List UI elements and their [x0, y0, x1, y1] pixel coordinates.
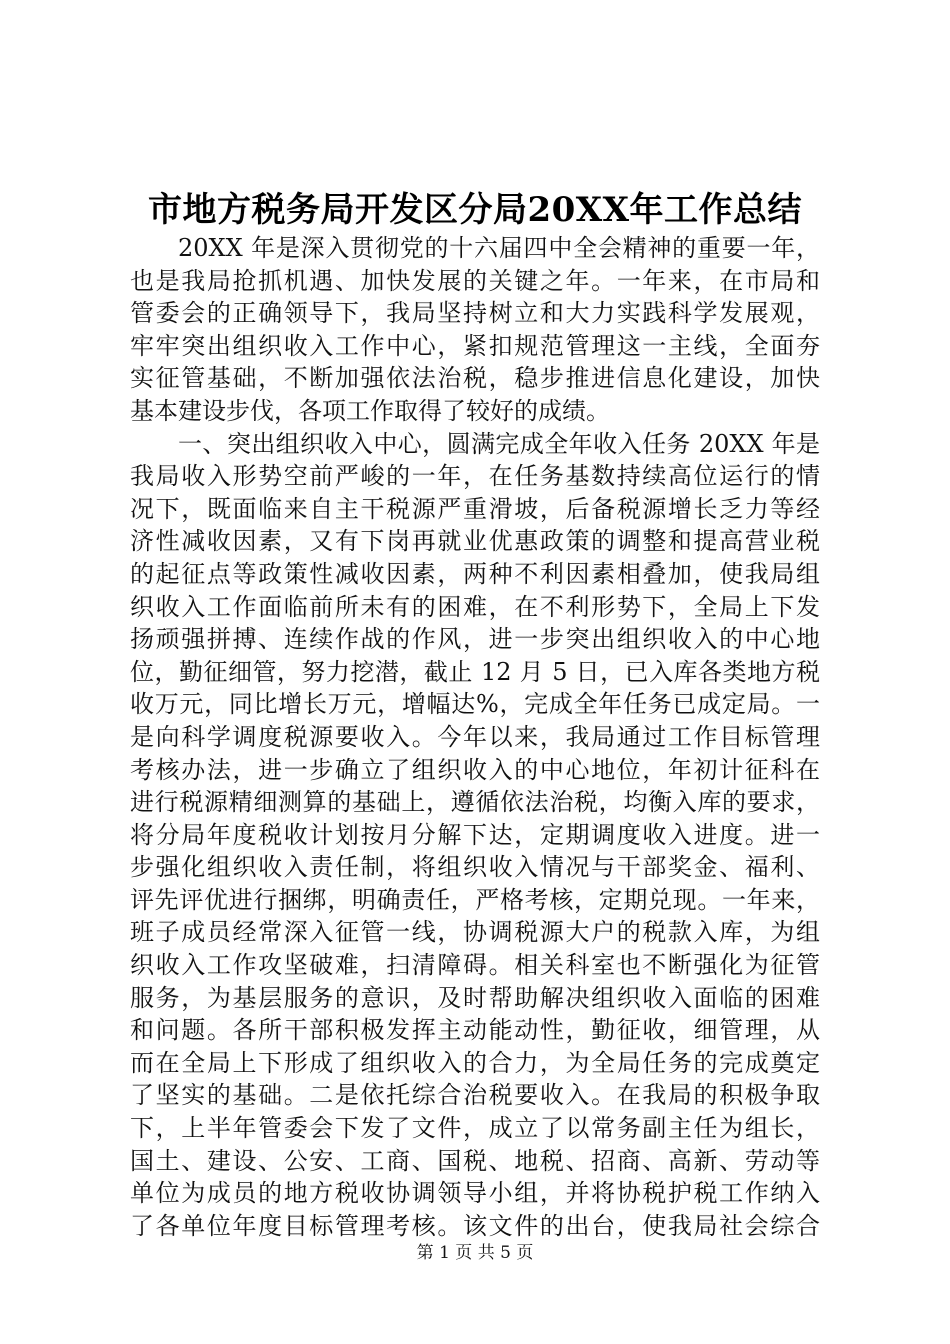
body-text-line: 织收入工作面临前所未有的困难，在不利形势下，全局上下发	[130, 592, 820, 621]
body-text-line: 了坚实的基础。二是依托综合治税要收入。在我局的积极争取	[130, 1081, 820, 1110]
body-text-line: 济性减收因素，又有下岗再就业优惠政策的调整和提高营业税	[130, 527, 820, 556]
body-text-line: 下，上半年管委会下发了文件，成立了以常务副主任为组长，	[130, 1114, 820, 1143]
body-text-line: 考核办法，进一步确立了组织收入的中心地位，年初计征科在	[130, 755, 820, 784]
body-text-line: 况下，既面临来自主干税源严重滑坡，后备税源增长乏力等经	[130, 494, 820, 523]
body-text-line: 服务，为基层服务的意识，及时帮助解决组织收入面临的困难	[130, 983, 820, 1012]
body-text-line: 的起征点等政策性减收因素，两种不利因素相叠加，使我局组	[130, 559, 820, 588]
body-text-line: 扬顽强拼搏、连续作战的作风，进一步突出组织收入的中心地	[130, 625, 820, 654]
body-text-line: 我局收入形势空前严峻的一年，在任务基数持续高位运行的情	[130, 462, 820, 491]
body-text-line: 基本建设步伐，各项工作取得了较好的成绩。	[130, 396, 610, 425]
body-text-line: 也是我局抢抓机遇、加快发展的关键之年。一年来，在市局和	[130, 266, 820, 295]
body-text-line: 了各单位年度目标管理考核。该文件的出台，使我局社会综合	[130, 1211, 820, 1240]
body-text-line: 将分局年度税收计划按月分解下达，定期调度收入进度。进一	[130, 820, 820, 849]
body-text-line: 评先评优进行捆绑，明确责任，严格考核，定期兑现。一年来，	[130, 885, 820, 914]
body-text-line: 班子成员经常深入征管一线，协调税源大户的税款入库，为组	[130, 918, 820, 947]
body-text-line: 进行税源精细测算的基础上，遵循依法治税，均衡入库的要求，	[130, 788, 820, 817]
body-text-line: 步强化组织收入责任制，将组织收入情况与干部奖金、福利、	[130, 853, 820, 882]
body-text-line: 单位为成员的地方税收协调领导小组，并将协税护税工作纳入	[130, 1179, 820, 1208]
body-text-line: 一、突出组织收入中心，圆满完成全年收入任务 20XX 年是	[178, 429, 820, 458]
body-text-line: 实征管基础，不断加强依法治税，稳步推进信息化建设，加快	[130, 364, 820, 393]
page-number-footer: 第 1 页 共 5 页	[416, 1243, 534, 1263]
body-text-line: 牢牢突出组织收入工作中心，紧扣规范管理这一主线，全面夯	[130, 331, 820, 360]
body-text-line: 20XX 年是深入贯彻党的十六届四中全会精神的重要一年，	[178, 234, 820, 262]
body-text-line: 是向科学调度税源要收入。今年以来，我局通过工作目标管理	[130, 722, 820, 751]
body-text-line: 收万元，同比增长万元，增幅达%，完成全年任务已成定局。一	[130, 690, 820, 719]
body-text-line: 位，勤征细管，努力挖潜，截止 12 月 5 日，已入库各类地方税	[130, 657, 820, 686]
body-text-line: 织收入工作攻坚破难，扫清障碍。相关科室也不断强化为征管	[130, 951, 820, 980]
body-text-line: 而在全局上下形成了组织收入的合力，为全局任务的完成奠定	[130, 1048, 820, 1077]
body-text-line: 和问题。各所干部积极发挥主动能动性，勤征收，细管理，从	[130, 1016, 820, 1045]
body-text-line: 国土、建设、公安、工商、国税、地税、招商、高新、劳动等	[130, 1146, 820, 1175]
body-text-line: 管委会的正确领导下，我局坚持树立和大力实践科学发展观，	[130, 299, 820, 328]
document-title: 市地方税务局开发区分局20XX年工作总结	[147, 190, 803, 230]
document-body	[130, 232, 820, 1242]
